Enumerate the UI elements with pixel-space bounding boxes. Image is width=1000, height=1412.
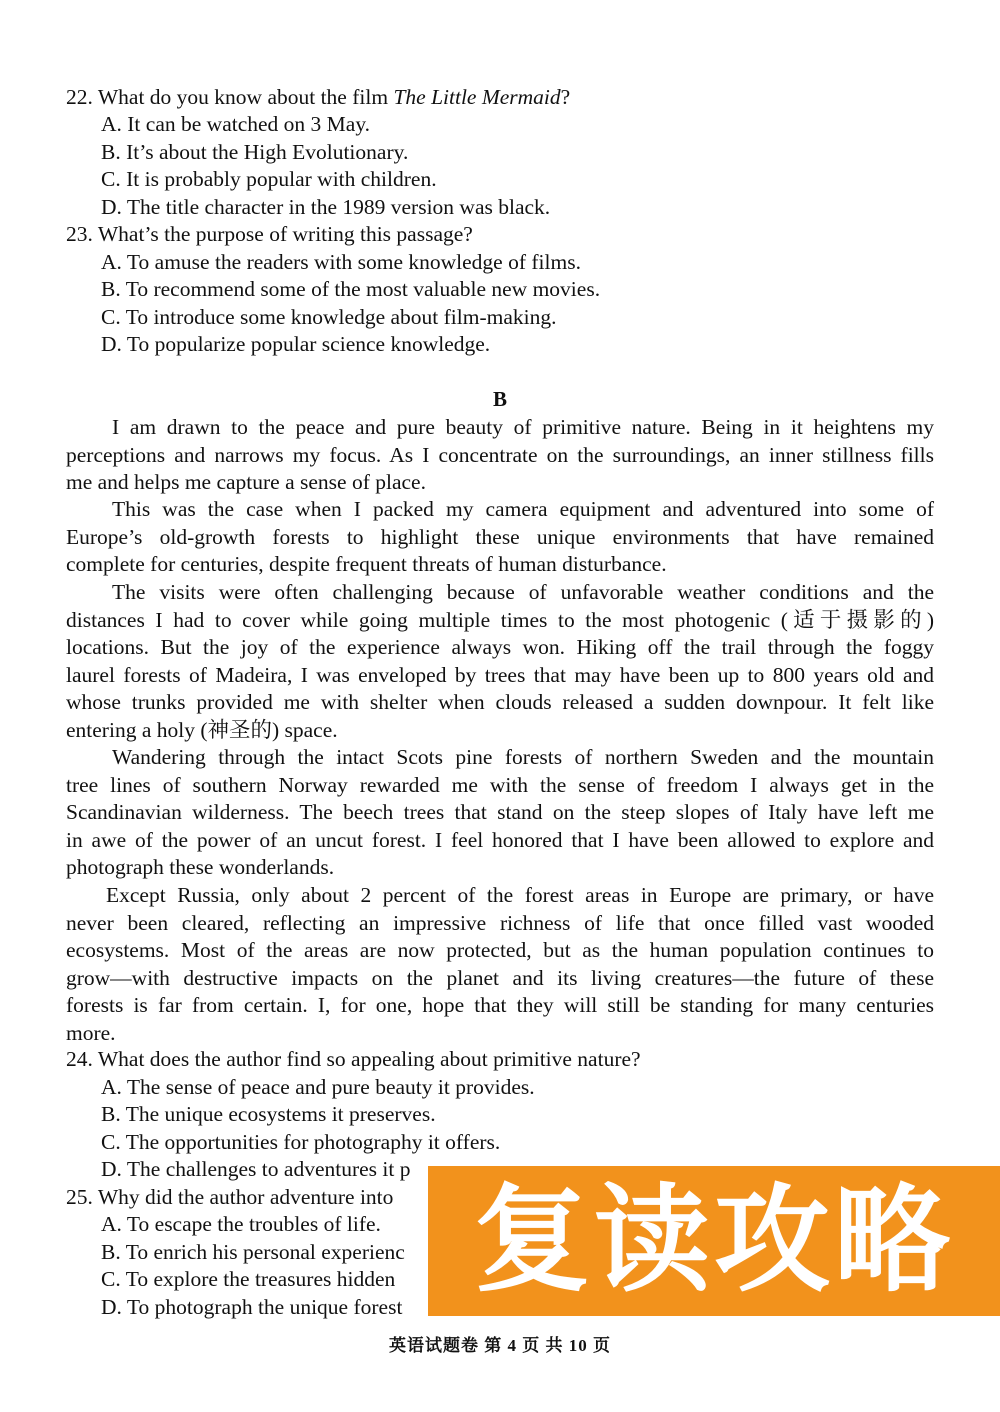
passage-line: entering a holy (神圣的) space.	[66, 717, 338, 742]
passage-line: Scandinavian wilderness. The beech trees that stand on the steep slopes of Italy have left me	[66, 800, 934, 824]
film-title: The Little Mermaid	[393, 85, 561, 109]
passage-paragraph-3	[66, 579, 934, 744]
passage-line: complete for centuries, despite frequent threats of human disturbance.	[66, 552, 667, 576]
passage-line: perceptions and narrows my focus. As I concentrate on the surroundings, an inner stillness fills	[66, 442, 934, 467]
question-24-stem: 24. What does the author find so appealing about primitive nature?	[66, 1047, 641, 1071]
passage-line: photograph these wonderlands.	[66, 855, 335, 879]
q25-option-a: A. To escape the troubles of life.	[101, 1212, 381, 1236]
passage-line: This was the case when I packed my camera equipment and adventured into some of	[112, 497, 934, 521]
page-footer: 英语试题卷 第 4 页 共 10 页	[389, 1336, 611, 1355]
q22-option-b: B. It’s about the High Evolutionary.	[101, 140, 409, 164]
passage-line: Europe’s old-growth forests to highlight these unique environments that have remained	[66, 524, 934, 549]
watermark-banner	[428, 1166, 1000, 1316]
q25-option-b: B. To enrich his personal experienc	[101, 1240, 405, 1264]
question-23-stem: 23. What’s the purpose of writing this passage?	[66, 222, 473, 246]
watermark-text: 复读攻略	[474, 1173, 954, 1308]
section-b-heading: B	[492, 387, 507, 411]
q23-option-c: C. To introduce some knowledge about film-making.	[101, 305, 557, 329]
passage-line: forests is far from certain. I, for one, hope that they will still be standing for many centuries	[66, 993, 934, 1017]
passage-line: more.	[66, 1020, 116, 1045]
q22-option-c: C. It is probably popular with children.	[101, 167, 437, 191]
passage-line: whose trunks provided me with shelter when clouds released a sudden downpour. It felt like	[66, 690, 934, 714]
passage-line: Wandering through the intact Scots pine forests of northern Sweden and the mountain	[112, 745, 934, 769]
q25-option-c: C. To explore the treasures hidden	[101, 1267, 396, 1291]
q24-option-a: A. The sense of peace and pure beauty it provides.	[101, 1075, 535, 1099]
passage-line: Except Russia, only about 2 percent of the forest areas in Europe are primary, or have	[106, 883, 934, 907]
passage-line: tree lines of southern Norway rewarded me with the sense of freedom I always get in the	[66, 772, 934, 797]
passage-line: me and helps me capture a sense of place.	[66, 470, 426, 494]
passage-line: distances I had to cover while going multiple times to the most photogenic (适于摄影的)	[66, 607, 934, 632]
passage-line: ecosystems. Most of the areas are now protected, but as the human population continues to	[66, 938, 934, 962]
passage-line: locations. But the joy of the experience always won. Hiking off the trail through the foggy	[66, 635, 934, 659]
question-22-mark: ?	[560, 85, 571, 109]
passage-line: laurel forests of Madeira, I was enveloped by trees that may have been up to 800 years old and	[66, 662, 934, 687]
passage-line: in awe of the power of an uncut forest. I feel honored that I have been allowed to explore and	[66, 827, 934, 852]
passage-paragraph-5	[66, 882, 934, 1047]
q23-option-d: D. To popularize popular science knowledge.	[101, 332, 491, 356]
q23-option-a: A. To amuse the readers with some knowledge of films.	[101, 250, 581, 274]
passage-line: grow—with destructive impacts on the planet and its living creatures—the future of these	[66, 965, 934, 990]
passage-paragraph-1	[66, 414, 934, 497]
q25-option-d: D. To photograph the unique forest	[101, 1295, 403, 1319]
q24-option-c: C. The opportunities for photography it offers.	[101, 1130, 501, 1154]
q24-option-d: D. The challenges to adventures it p	[101, 1157, 411, 1181]
passage-line: The visits were often challenging because of unfavorable weather conditions and the	[112, 580, 934, 604]
passage-paragraph-4	[66, 744, 934, 882]
passage-line: never been cleared, reflecting an impressive richness of life that once filled vast wooded	[66, 910, 934, 935]
q23-option-b: B. To recommend some of the most valuable new movies.	[101, 277, 601, 301]
q22-option-a: A. It can be watched on 3 May.	[101, 112, 371, 136]
q22-option-d: D. The title character in the 1989 version was black.	[101, 195, 551, 219]
question-25-stem: 25. Why did the author adventure into	[66, 1185, 394, 1209]
passage-line: I am drawn to the peace and pure beauty of primitive nature. Being in it heightens my	[112, 415, 934, 439]
question-22-stem	[66, 84, 570, 111]
q24-option-b: B. The unique ecosystems it preserves.	[101, 1102, 436, 1126]
passage-paragraph-2	[66, 496, 934, 579]
question-22-stem-text: 22. What do you know about the film	[66, 85, 394, 109]
